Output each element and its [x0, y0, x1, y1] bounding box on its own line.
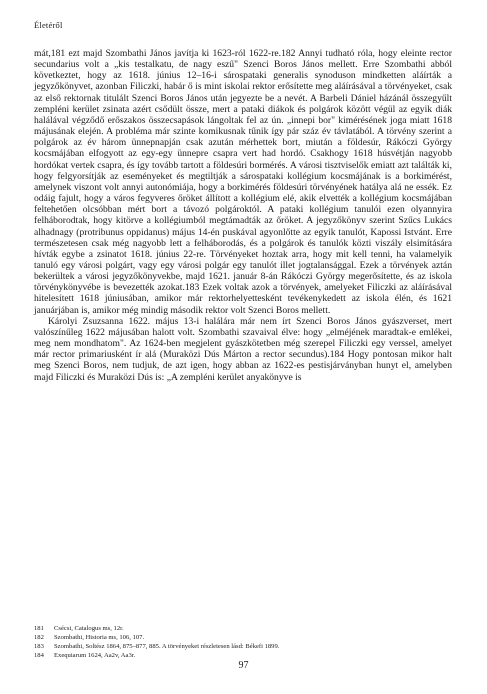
footnote — [34, 633, 452, 642]
paragraph: Károlyi Zsuzsanna 1622. május 13-i halálára már nem írt Szenci Boros János gyászverset, mert valószínűleg 1622 májusában halott volt. Szombathi szavaival élve: hogy „elméjének maradtak-e emlékei, meg nem mondhatom". Az 1624-ben megjelent gyászkötetben még szerepel Filiczki egy verssel, amelyet már rector primariusként ír alá (Muraközi Dús Márton a rector secundus).184 Hogy pontosan mikor halt meg Szenci Boros, nem tudjuk, de azt igen, hogy abban az 1622-es pestisjárványban hunyt el, amelyben majd Filiczki és Muraközi Dús is: „A zempléni kerület anyakönyve is — [34, 315, 452, 383]
footnote-number: 183 — [34, 643, 44, 651]
footnote — [34, 642, 452, 651]
footnote-number: 181 — [34, 625, 44, 632]
footnote-number: 184 — [34, 652, 44, 660]
paragraph: mát,181 ezt majd Szombathi János javítja ki 1623-ról 1622-re.182 Annyi tudható róla, hogy eleinte rector secundarius volt a „kis testalkatu, de nagy eszű" Szenci Boros János mellett. Erre Szombathi abból következtet, hogy az 1618. június 12–16-i sárospataki generalis synoduson mindketten aláírták a jegyzőkönyvet, azonban Filiczki, habár ő is mint iskolai rektor erősítette meg aláírásával a törvényeket, csak az első rektornak titulált Szenci Boros János után jegyezte be a nevét. A Barbeli Dániel házánál összegyűlt zempléni kerület zsinata azért csődült össze, mert a pataki diákok és polgárok között végül az egyik diák halálával végződő erőszakos összecsapások lángoltak fel az ún. „innepi bor" kimérésének joga miatt 1618 májusának elején. A probléma már szinte komikusnak tűnik így pár száz év távlatából. A törvény szerint a polgárok az év három ünnepnapján csak azután mérhettek bort, miután a földesúr, Rákóczi György kocsmájában elfogyott az egy-egy ünnepre csapra vert had hordó. Csakhogy 1618 húsvétján nagyobb hordókat vertek csapra, és így tovább tartott a földesúri bormérés. A városi tisztviselők emiatt azt találták ki, hogy felgyorsítják az eseményeket és megtiltják a sárospataki kollégium kocsmájának is a borkimérést, amelynek viszont volt annyi autonómiája, hogy a borkimérés földesúri törvényének hatálya alá ne essék. Ez odáig fajult, hogy a város fegyveres őröket állított a kollégium elé, akik elvették a kollégium kocsmájában feltehetően olcsóbban mért bort a távozó polgároktól. A pataki kollégium tanulói ezen olyannyira felháborodtak, hogy kitörve a kollégiumból megtámadták az őröket. A jegyzőkönyv szerint Szűcs Lukács alhadnagy (protribunus oppidanus) május 14-én puskával agyonlőtte az egyik tanulót, Kapossi Istvánt. Erre természetesen csak még nagyobb lett a felháborodás, és a polgárok és tanulók közti viszály elsimítására hívták egybe a zsinatot 1618. június 22-re. Törvényeket hoztak arra, hogy mit kell tenni, ha valamelyik tanuló egy városi polgárt, vagy egy városi polgár egy tanulót illet jogtalansággal. Ezek a törvények aztán bekerültek a városi jegyzőkönyvekbe, majd 1621. január 8-án Rákóczi György megerősítette, és az iskola törvénykönyvébe is bevezették azokat.183 Ezek voltak azok a törvények, amelyeket Filiczki az aláírásával hitelesített 1618 júniusában, amikor már rektorhelyettesként tevékenykedett az iskola élén, és 1621 januárjában is, amikor még mindig második rektor volt Szenci Boros mellett. — [34, 48, 452, 316]
page-number: 97 — [238, 660, 249, 671]
footnote-text: Szombathi, Soltész 1864, 875–877, 885. A törvényeket részletesen lásd: Békefi 1899. — [54, 643, 280, 651]
footnote-text: Csécsi, Catalogus ms, 12r. — [54, 625, 124, 632]
footnote-text: Szombathi, Historia ms, 106, 107. — [54, 634, 145, 642]
running-head: Életéről — [34, 20, 63, 30]
footnote-number: 182 — [34, 634, 44, 642]
footnote — [34, 624, 452, 633]
footnote — [34, 651, 452, 660]
footnote-text: Exequiarum 1624, Aa2v, Aa3r. — [54, 652, 136, 660]
footnotes — [34, 624, 452, 660]
body-text — [34, 48, 452, 383]
